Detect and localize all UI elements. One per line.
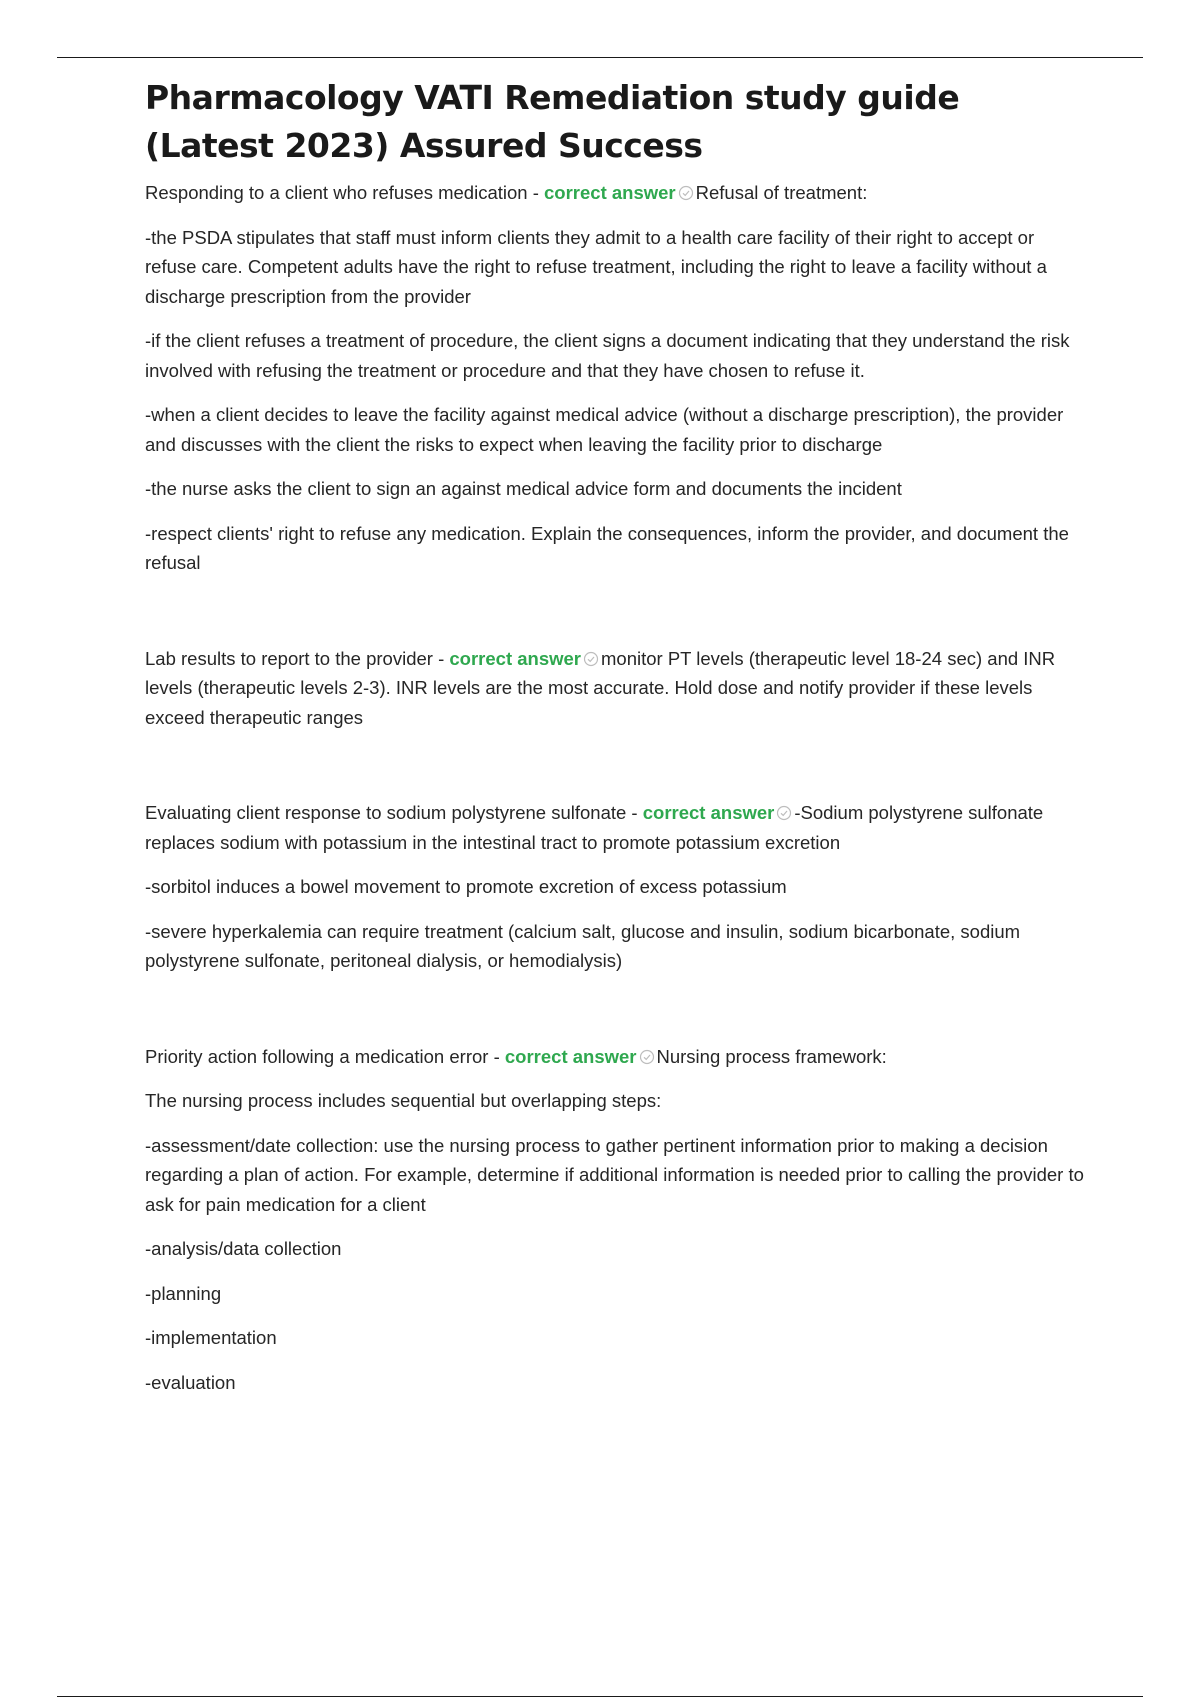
correct-answer-label: correct answer [642,802,775,823]
question-text: Evaluating client response to sodium polystyrene sulfonate - [145,802,638,823]
answer-paragraph: -sorbitol induces a bowel movement to promote excretion of excess potassium [145,876,787,897]
answer-text: -Sodium polystyrene sulfonate replaces sodium with potassium in the intestinal tract to promote potassium excretion [145,802,1044,853]
document-title: Pharmacology VATI Remediation study guide (Latest 2023) Assured Success [145,78,960,165]
check-circle-icon [776,805,792,821]
answer-paragraph: -planning [145,1282,222,1304]
answer-text: monitor PT levels (therapeutic level 18-24 sec) and INR levels (therapeutic levels 2-3). INR levels are the most accurate. Hold dose and notify provider if these levels exceed therapeutic ranges [145,647,1056,728]
answer-paragraph: -assessment/date collection: use the nursing process to gather pertinent information prior to making a decision regarding a plan of action. For example, determine if additional information is needed prior to calling the provider to ask for pain medication for a client [145,1134,1084,1215]
qa-entry-refusal [145,178,1090,208]
answer-paragraph: -implementation [145,1327,277,1348]
top-divider [57,57,1143,58]
section-spacer [145,747,1090,798]
answer-text: Refusal of treatment: [695,182,868,203]
answer-paragraph: -if the client refuses a treatment of procedure, the client signs a document indicating that they understand the risk involved with refusing the treatment or procedure and that they have chosen to refuse it. [145,330,1070,381]
check-circle-icon [639,1049,655,1065]
question-text: Lab results to report to the provider - [145,647,445,669]
correct-answer-label: correct answer [544,182,676,203]
answer-paragraph: -the nurse asks the client to sign an against medical advice form and documents the incident [145,478,902,499]
correct-answer-label: correct answer [504,1045,637,1067]
qa-entry-sodium-polystyrene [145,798,1090,857]
question-text: Responding to a client who refuses medication - [145,182,539,203]
section-spacer [145,593,1090,644]
answer-paragraph: -when a client decides to leave the facility against medical advice (without a discharge prescription), the provider and discusses with the client the risks to expect when leaving the facility prior to discharge [145,404,1064,455]
answer-paragraph: -the PSDA stipulates that staff must inform clients they admit to a health care facility of their right to accept or refuse care. Competent adults have the right to refuse treatment, including the right to leave a facility without a discharge prescription from the provider [145,226,1047,307]
document-page [145,74,1090,1412]
check-circle-icon [678,185,694,201]
question-text: Priority action following a medication error - [145,1045,500,1067]
bottom-divider [57,1696,1143,1697]
answer-paragraph: -respect clients' right to refuse any medication. Explain the consequences, inform the provider, and document the refusal [145,522,1069,573]
answer-paragraph: -severe hyperkalemia can require treatment (calcium salt, glucose and insulin, sodium bicarbonate, sodium polystyrene sulfonate, peritoneal dialysis, or hemodialysis) [145,920,1021,971]
answer-paragraph: The nursing process includes sequential but overlapping steps: [145,1090,662,1111]
answer-paragraph: -evaluation [145,1371,236,1393]
check-circle-icon [583,651,599,667]
answer-text: Nursing process framework: [656,1045,887,1067]
correct-answer-label: correct answer [449,647,581,669]
answer-paragraph: -analysis/data collection [145,1238,342,1259]
qa-entry-medication-error [145,1042,1090,1072]
qa-entry-lab-results [145,644,1090,733]
section-spacer [145,991,1090,1042]
